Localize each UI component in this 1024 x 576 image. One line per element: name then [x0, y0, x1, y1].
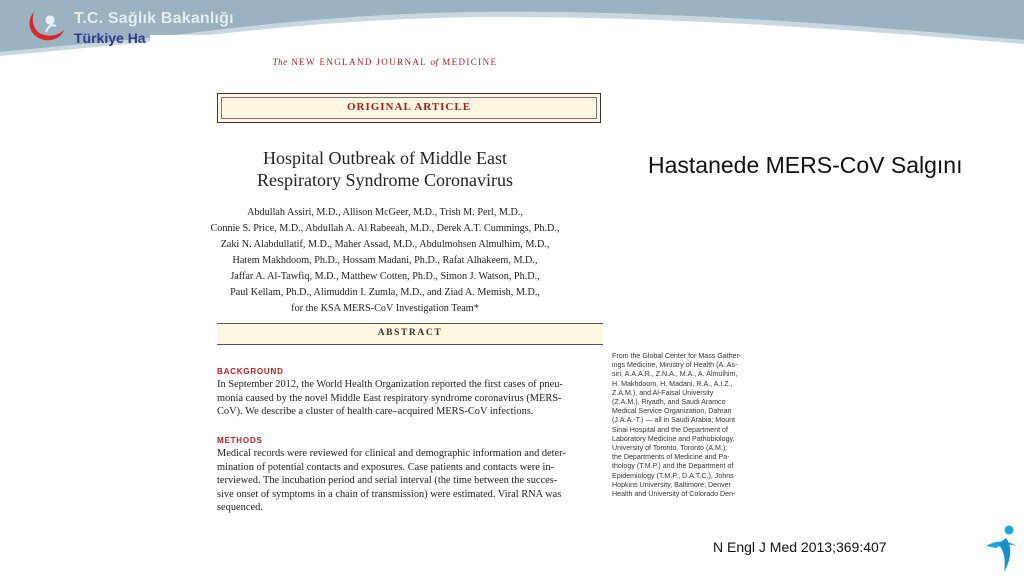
- background-line: monia caused by the novel Middle East respiratory syndrome coronavirus (MERS-: [217, 392, 562, 404]
- organization-subtitle: Türkiye Ha: [74, 30, 146, 46]
- ministry-logo-icon: [24, 6, 68, 46]
- affiliation-line: From the Global Center for Mass Gather-: [612, 352, 742, 360]
- methods-heading: METHODS: [217, 436, 263, 445]
- affiliation-line: Health and University of Colorado Den-: [612, 490, 736, 499]
- author-line: Abdullah Assiri, M.D., Allison McGeer, M.D., Trish M. Perl, M.D.,: [247, 207, 523, 218]
- article-title: [150, 147, 620, 191]
- background-heading: BACKGROUND: [217, 367, 284, 376]
- citation: N Engl J Med 2013;369:407: [713, 539, 887, 555]
- methods-line: sive onset of symptoms in a chain of transmission) were estimated. Viral RNA was: [217, 488, 562, 500]
- affiliation-line: Laboratory Medicine and Pathobiology,: [612, 434, 735, 443]
- affiliation-line: Z.A.M.), and Al-Faisal University: [612, 388, 714, 397]
- section-label: ORIGINAL ARTICLE: [346, 101, 472, 113]
- article-title-line: Respiratory Syndrome Coronavirus: [257, 170, 513, 190]
- methods-line: sequenced.: [217, 502, 263, 513]
- journal-masthead: [150, 57, 620, 67]
- affiliations: [612, 352, 764, 522]
- figure-logo-icon: [982, 520, 1022, 576]
- affiliation-line: Medical Service Organization, Dahran: [612, 407, 732, 416]
- affiliation-line: Hopkins University, Baltimore; Denver: [612, 480, 731, 489]
- journal-medicine: MEDICINE: [442, 57, 498, 67]
- author-line: Zaki N. Alabdullatif, M.D., Maher Assad, M.D., Abdulmohsen Almulhim, M.D.,: [220, 239, 550, 250]
- abstract-bar: [217, 323, 603, 345]
- author-line: Hatem Makhdoom, Ph.D., Hossam Madani, Ph.D., Rafat Alhakeem, M.D.,: [232, 255, 538, 266]
- abstract-label: ABSTRACT: [377, 328, 443, 338]
- background-line: In September 2012, the World Health Organization reported the first cases of pneu-: [217, 379, 563, 390]
- affiliation-line: (Z.A.M.), Riyadh, and Saudi Aramco: [612, 398, 726, 407]
- journal-name: NEW ENGLAND JOURNAL: [291, 57, 427, 67]
- methods-line: mination of potential contacts and exposures. Case patients and contacts were in-: [217, 461, 555, 473]
- affiliation-line: Epidemiology (T.M.P., D.A.T.C.), Johns: [612, 471, 734, 480]
- affiliation-line: thology (T.M.P.) and the Department of: [612, 462, 734, 471]
- author-line: Connie S. Price, M.D., Abdullah A. Al Rabeeah, M.D., Derek A.T. Cummings, Ph.D.,: [210, 223, 560, 234]
- methods-text: [217, 447, 605, 515]
- article-excerpt: [150, 35, 620, 525]
- slide-title: Hastanede MERS-CoV Salgını: [648, 152, 963, 178]
- affiliation-line: ings Medicine, Ministry of Health (A. As-: [612, 361, 738, 370]
- methods-line: Medical records were reviewed for clinical and demographic information and deter-: [217, 448, 566, 459]
- affiliation-line: Sinai Hospital and the Department of: [612, 425, 728, 434]
- organization-name: T.C. Sağlık Bakanlığı: [74, 10, 234, 27]
- journal-the: The: [272, 57, 288, 67]
- article-title-line: Hospital Outbreak of Middle East: [263, 148, 507, 168]
- background-text: [217, 378, 605, 419]
- background-line: CoV). We describe a cluster of health care–acquired MERS-CoV infections.: [217, 406, 534, 417]
- author-line: for the KSA MERS-CoV Investigation Team*: [291, 303, 479, 314]
- affiliation-line: siri, A.A.A.R., Z.N.A., M.A., A. Almulhim,: [612, 370, 738, 379]
- author-line: Paul Kellam, Ph.D., Alimuddin I. Zumla, M.D., and Ziad A. Memish, M.D.,: [230, 287, 540, 298]
- author-list: [150, 205, 620, 317]
- author-line: Jaffar A. Al-Tawfiq, M.D., Matthew Cotten, Ph.D., Simon J. Watson, Ph.D.,: [230, 271, 540, 282]
- methods-line: terviewed. The incubation period and serial interval (the time between the succes-: [217, 475, 558, 486]
- affiliation-line: H. Makhdoom, H. Madani, R.A., A.I.Z.,: [612, 379, 733, 388]
- section-label-box: [217, 93, 601, 123]
- journal-of: of: [430, 57, 439, 67]
- affiliation-line: the Departments of Medicine and Pa-: [612, 453, 730, 462]
- affiliation-line: (J.A.A.-T.) — all in Saudi Arabia; Mount: [612, 416, 736, 425]
- affiliation-line: University of Toronto, Toronto (A.M.);: [612, 444, 728, 453]
